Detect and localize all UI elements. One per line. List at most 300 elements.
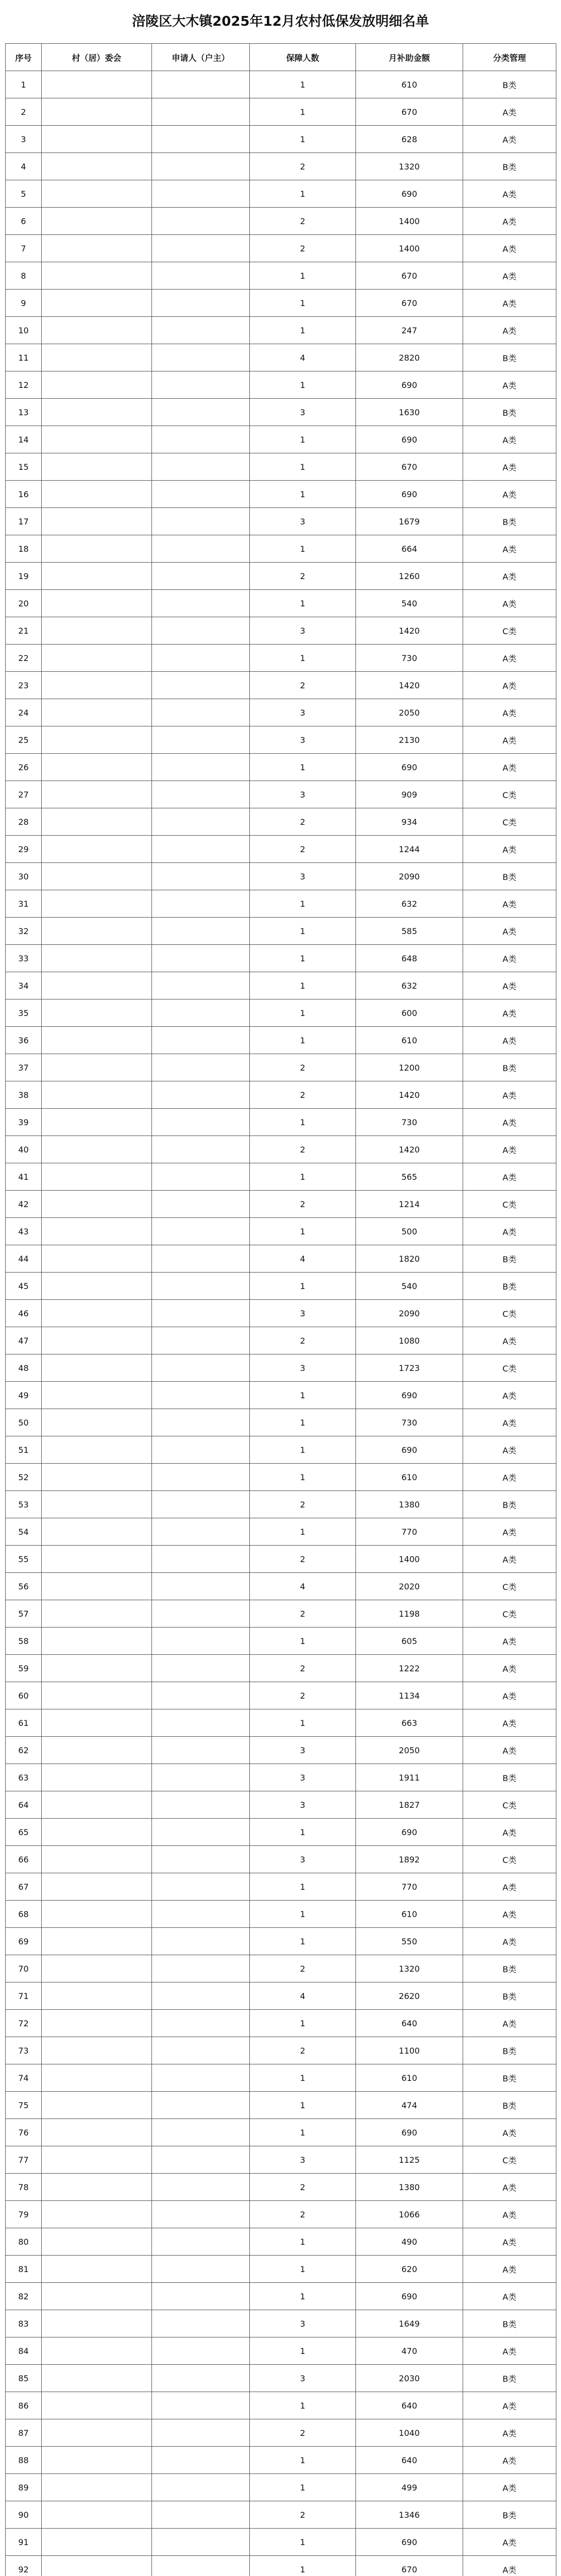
- cell-category: A类: [463, 1409, 556, 1436]
- cell-village: [42, 1136, 152, 1163]
- cell-village: [42, 2174, 152, 2201]
- table-row: [6, 1136, 556, 1163]
- cell-insured-count: 1: [250, 1218, 356, 1245]
- cell-insured-count: 2: [250, 1600, 356, 1628]
- cell-seq: 89: [6, 2474, 42, 2501]
- cell-applicant: [152, 1027, 250, 1054]
- table-row: [6, 1764, 556, 1791]
- cell-seq: 82: [6, 2283, 42, 2310]
- cell-monthly-amount: 640: [356, 2447, 463, 2474]
- cell-applicant: [152, 208, 250, 235]
- cell-monthly-amount: 1630: [356, 399, 463, 426]
- cell-insured-count: 1: [250, 2064, 356, 2092]
- cell-village: [42, 98, 152, 126]
- cell-category: C类: [463, 1300, 556, 1327]
- cell-village: [42, 1791, 152, 1819]
- cell-applicant: [152, 426, 250, 453]
- table-row: [6, 2283, 556, 2310]
- table-row: [6, 1982, 556, 2010]
- cell-monthly-amount: 1420: [356, 1081, 463, 1109]
- cell-seq: 17: [6, 508, 42, 535]
- cell-insured-count: 3: [250, 617, 356, 645]
- cell-village: [42, 208, 152, 235]
- cell-category: A类: [463, 535, 556, 563]
- cell-category: A类: [463, 590, 556, 617]
- cell-category: A类: [463, 453, 556, 481]
- cell-category: B类: [463, 1491, 556, 1518]
- cell-seq: 5: [6, 180, 42, 208]
- cell-category: C类: [463, 617, 556, 645]
- cell-monthly-amount: 1198: [356, 1600, 463, 1628]
- cell-category: A类: [463, 1737, 556, 1764]
- cell-applicant: [152, 918, 250, 945]
- table-row: [6, 2337, 556, 2365]
- cell-seq: 79: [6, 2201, 42, 2228]
- table-row: [6, 290, 556, 317]
- cell-applicant: [152, 999, 250, 1027]
- cell-applicant: [152, 344, 250, 371]
- cell-village: [42, 672, 152, 699]
- cell-applicant: [152, 1054, 250, 1081]
- cell-seq: 80: [6, 2228, 42, 2256]
- cell-applicant: [152, 481, 250, 508]
- cell-seq: 37: [6, 1054, 42, 1081]
- cell-seq: 56: [6, 1573, 42, 1600]
- cell-insured-count: 1: [250, 2447, 356, 2474]
- cell-applicant: [152, 1546, 250, 1573]
- cell-village: [42, 1709, 152, 1737]
- cell-monthly-amount: 1222: [356, 1655, 463, 1682]
- cell-seq: 81: [6, 2256, 42, 2283]
- cell-village: [42, 2283, 152, 2310]
- cell-monthly-amount: 690: [356, 1819, 463, 1846]
- cell-insured-count: 4: [250, 1573, 356, 1600]
- table-row: [6, 1491, 556, 1518]
- cell-village: [42, 126, 152, 153]
- table-row: [6, 863, 556, 890]
- cell-insured-count: 3: [250, 1300, 356, 1327]
- cell-insured-count: 3: [250, 399, 356, 426]
- cell-category: A类: [463, 890, 556, 918]
- cell-category: A类: [463, 1327, 556, 1354]
- cell-insured-count: 3: [250, 1846, 356, 1873]
- cell-insured-count: 3: [250, 1791, 356, 1819]
- cell-category: A类: [463, 1081, 556, 1109]
- cell-applicant: [152, 590, 250, 617]
- cell-seq: 92: [6, 2556, 42, 2576]
- cell-category: A类: [463, 1382, 556, 1409]
- header-applicant: 申请人（户主）: [152, 44, 250, 71]
- cell-insured-count: 2: [250, 2037, 356, 2064]
- table-row: [6, 645, 556, 672]
- cell-monthly-amount: 690: [356, 426, 463, 453]
- cell-monthly-amount: 610: [356, 71, 463, 98]
- cell-village: [42, 453, 152, 481]
- cell-village: [42, 1628, 152, 1655]
- cell-village: [42, 999, 152, 1027]
- cell-applicant: [152, 945, 250, 972]
- cell-village: [42, 1682, 152, 1709]
- cell-category: B类: [463, 71, 556, 98]
- cell-insured-count: 1: [250, 71, 356, 98]
- cell-village: [42, 2119, 152, 2146]
- cell-village: [42, 1737, 152, 1764]
- cell-seq: 87: [6, 2419, 42, 2447]
- cell-village: [42, 2365, 152, 2392]
- cell-insured-count: 2: [250, 2174, 356, 2201]
- cell-insured-count: 1: [250, 180, 356, 208]
- cell-seq: 25: [6, 726, 42, 754]
- cell-applicant: [152, 2174, 250, 2201]
- cell-applicant: [152, 71, 250, 98]
- cell-insured-count: 3: [250, 781, 356, 808]
- cell-monthly-amount: 2090: [356, 1300, 463, 1327]
- cell-category: A类: [463, 290, 556, 317]
- table-row: [6, 1436, 556, 1464]
- cell-applicant: [152, 1354, 250, 1382]
- cell-insured-count: 1: [250, 918, 356, 945]
- cell-applicant: [152, 535, 250, 563]
- cell-applicant: [152, 2064, 250, 2092]
- cell-monthly-amount: 600: [356, 999, 463, 1027]
- cell-category: A类: [463, 2556, 556, 2576]
- cell-monthly-amount: 670: [356, 2556, 463, 2576]
- cell-seq: 10: [6, 317, 42, 344]
- cell-category: A类: [463, 126, 556, 153]
- cell-insured-count: 4: [250, 1245, 356, 1273]
- cell-monthly-amount: 1100: [356, 2037, 463, 2064]
- cell-seq: 78: [6, 2174, 42, 2201]
- cell-monthly-amount: 934: [356, 808, 463, 836]
- cell-seq: 23: [6, 672, 42, 699]
- cell-monthly-amount: 1420: [356, 617, 463, 645]
- table-row: [6, 153, 556, 180]
- cell-category: A类: [463, 1682, 556, 1709]
- cell-category: A类: [463, 2529, 556, 2556]
- cell-applicant: [152, 1327, 250, 1354]
- cell-village: [42, 2256, 152, 2283]
- cell-insured-count: 3: [250, 863, 356, 890]
- table-row: [6, 2419, 556, 2447]
- header-insured-count: 保障人数: [250, 44, 356, 71]
- table-row: [6, 2119, 556, 2146]
- cell-monthly-amount: 540: [356, 590, 463, 617]
- cell-monthly-amount: 632: [356, 890, 463, 918]
- cell-applicant: [152, 1928, 250, 1955]
- cell-insured-count: 3: [250, 699, 356, 726]
- cell-village: [42, 863, 152, 890]
- cell-applicant: [152, 1382, 250, 1409]
- cell-insured-count: 4: [250, 344, 356, 371]
- table-row: [6, 945, 556, 972]
- cell-monthly-amount: 550: [356, 1928, 463, 1955]
- cell-village: [42, 836, 152, 863]
- cell-applicant: [152, 1873, 250, 1901]
- table-row: [6, 808, 556, 836]
- cell-seq: 9: [6, 290, 42, 317]
- table-row: [6, 1737, 556, 1764]
- table-row: [6, 1901, 556, 1928]
- cell-applicant: [152, 1819, 250, 1846]
- cell-seq: 62: [6, 1737, 42, 1764]
- cell-seq: 42: [6, 1191, 42, 1218]
- cell-category: A类: [463, 1436, 556, 1464]
- cell-insured-count: 1: [250, 1109, 356, 1136]
- cell-applicant: [152, 2501, 250, 2529]
- cell-village: [42, 535, 152, 563]
- table-row: [6, 1873, 556, 1901]
- cell-applicant: [152, 972, 250, 999]
- cell-category: B类: [463, 2365, 556, 2392]
- cell-village: [42, 563, 152, 590]
- cell-village: [42, 590, 152, 617]
- cell-applicant: [152, 262, 250, 290]
- cell-seq: 38: [6, 1081, 42, 1109]
- cell-category: C类: [463, 1600, 556, 1628]
- cell-category: B类: [463, 2037, 556, 2064]
- cell-applicant: [152, 672, 250, 699]
- cell-insured-count: 1: [250, 1436, 356, 1464]
- cell-village: [42, 481, 152, 508]
- cell-village: [42, 1819, 152, 1846]
- cell-applicant: [152, 645, 250, 672]
- cell-village: [42, 1573, 152, 1600]
- cell-seq: 67: [6, 1873, 42, 1901]
- cell-village: [42, 1955, 152, 1982]
- cell-applicant: [152, 2365, 250, 2392]
- cell-monthly-amount: 247: [356, 317, 463, 344]
- cell-insured-count: 2: [250, 153, 356, 180]
- cell-monthly-amount: 2050: [356, 1737, 463, 1764]
- cell-monthly-amount: 1827: [356, 1791, 463, 1819]
- cell-insured-count: 3: [250, 1737, 356, 1764]
- cell-applicant: [152, 2037, 250, 2064]
- cell-seq: 73: [6, 2037, 42, 2064]
- cell-monthly-amount: 628: [356, 126, 463, 153]
- cell-village: [42, 1245, 152, 1273]
- cell-category: A类: [463, 945, 556, 972]
- cell-category: B类: [463, 1982, 556, 2010]
- cell-monthly-amount: 663: [356, 1709, 463, 1737]
- cell-category: A类: [463, 208, 556, 235]
- cell-monthly-amount: 640: [356, 2010, 463, 2037]
- cell-applicant: [152, 1245, 250, 1273]
- cell-seq: 61: [6, 1709, 42, 1737]
- table-row: [6, 371, 556, 399]
- cell-applicant: [152, 1628, 250, 1655]
- cell-insured-count: 2: [250, 1655, 356, 1682]
- cell-monthly-amount: 1892: [356, 1846, 463, 1873]
- cell-insured-count: 1: [250, 999, 356, 1027]
- cell-category: B类: [463, 1955, 556, 1982]
- cell-seq: 14: [6, 426, 42, 453]
- cell-village: [42, 2447, 152, 2474]
- table-row: [6, 180, 556, 208]
- cell-village: [42, 1191, 152, 1218]
- table-row: [6, 890, 556, 918]
- cell-village: [42, 426, 152, 453]
- cell-monthly-amount: 2620: [356, 1982, 463, 2010]
- table-row: [6, 699, 556, 726]
- header-monthly-amount: 月补助金额: [356, 44, 463, 71]
- cell-category: C类: [463, 808, 556, 836]
- cell-insured-count: 2: [250, 1191, 356, 1218]
- cell-insured-count: 3: [250, 2146, 356, 2174]
- cell-seq: 20: [6, 590, 42, 617]
- cell-seq: 7: [6, 235, 42, 262]
- cell-category: B类: [463, 508, 556, 535]
- cell-applicant: [152, 1081, 250, 1109]
- cell-category: A类: [463, 1163, 556, 1191]
- cell-monthly-amount: 2820: [356, 344, 463, 371]
- cell-applicant: [152, 1682, 250, 1709]
- cell-applicant: [152, 1191, 250, 1218]
- cell-seq: 66: [6, 1846, 42, 1873]
- table-row: [6, 781, 556, 808]
- cell-applicant: [152, 2392, 250, 2419]
- cell-insured-count: 3: [250, 726, 356, 754]
- cell-village: [42, 153, 152, 180]
- cell-applicant: [152, 836, 250, 863]
- cell-category: C类: [463, 1846, 556, 1873]
- table-row: [6, 2501, 556, 2529]
- cell-village: [42, 235, 152, 262]
- cell-applicant: [152, 2119, 250, 2146]
- cell-monthly-amount: 1066: [356, 2201, 463, 2228]
- cell-insured-count: 2: [250, 235, 356, 262]
- table-row: [6, 426, 556, 453]
- table-row: [6, 508, 556, 535]
- cell-seq: 70: [6, 1955, 42, 1982]
- cell-insured-count: 1: [250, 2010, 356, 2037]
- table-row: [6, 235, 556, 262]
- cell-applicant: [152, 890, 250, 918]
- cell-monthly-amount: 610: [356, 2064, 463, 2092]
- table-row: [6, 2201, 556, 2228]
- cell-village: [42, 1382, 152, 1409]
- cell-applicant: [152, 1955, 250, 1982]
- cell-seq: 76: [6, 2119, 42, 2146]
- table-row: [6, 2010, 556, 2037]
- cell-applicant: [152, 781, 250, 808]
- cell-category: A类: [463, 999, 556, 1027]
- cell-applicant: [152, 726, 250, 754]
- cell-monthly-amount: 670: [356, 290, 463, 317]
- cell-monthly-amount: 474: [356, 2092, 463, 2119]
- cell-category: A类: [463, 645, 556, 672]
- cell-insured-count: 3: [250, 1354, 356, 1382]
- cell-village: [42, 1327, 152, 1354]
- cell-monthly-amount: 490: [356, 2228, 463, 2256]
- cell-monthly-amount: 690: [356, 180, 463, 208]
- cell-seq: 63: [6, 1764, 42, 1791]
- cell-seq: 26: [6, 754, 42, 781]
- table-row: [6, 453, 556, 481]
- cell-insured-count: 1: [250, 1518, 356, 1546]
- table-row: [6, 2556, 556, 2576]
- cell-applicant: [152, 2201, 250, 2228]
- table-row: [6, 918, 556, 945]
- cell-seq: 2: [6, 98, 42, 126]
- cell-category: B类: [463, 2310, 556, 2337]
- cell-category: A类: [463, 2119, 556, 2146]
- cell-village: [42, 2419, 152, 2447]
- table-row: [6, 2447, 556, 2474]
- cell-applicant: [152, 617, 250, 645]
- cell-village: [42, 1354, 152, 1382]
- cell-insured-count: 1: [250, 98, 356, 126]
- cell-category: A类: [463, 1546, 556, 1573]
- cell-category: A类: [463, 972, 556, 999]
- cell-applicant: [152, 98, 250, 126]
- cell-village: [42, 2092, 152, 2119]
- cell-insured-count: 1: [250, 1628, 356, 1655]
- cell-village: [42, 1436, 152, 1464]
- cell-insured-count: 1: [250, 2337, 356, 2365]
- cell-insured-count: 2: [250, 1327, 356, 1354]
- table-row: [6, 71, 556, 98]
- cell-seq: 30: [6, 863, 42, 890]
- table-row: [6, 1928, 556, 1955]
- cell-category: A类: [463, 1709, 556, 1737]
- cell-village: [42, 2010, 152, 2037]
- cell-category: A类: [463, 836, 556, 863]
- cell-village: [42, 699, 152, 726]
- cell-monthly-amount: 1320: [356, 153, 463, 180]
- cell-monthly-amount: 610: [356, 1464, 463, 1491]
- cell-category: B类: [463, 1245, 556, 1273]
- cell-monthly-amount: 499: [356, 2474, 463, 2501]
- cell-monthly-amount: 690: [356, 2283, 463, 2310]
- cell-seq: 44: [6, 1245, 42, 1273]
- cell-insured-count: 1: [250, 2556, 356, 2576]
- cell-monthly-amount: 1420: [356, 672, 463, 699]
- table-row: [6, 2474, 556, 2501]
- cell-category: C类: [463, 781, 556, 808]
- cell-insured-count: 1: [250, 2092, 356, 2119]
- cell-monthly-amount: 1679: [356, 508, 463, 535]
- table-row: [6, 1354, 556, 1382]
- cell-seq: 34: [6, 972, 42, 999]
- cell-seq: 75: [6, 2092, 42, 2119]
- cell-village: [42, 2556, 152, 2576]
- cell-monthly-amount: 730: [356, 1409, 463, 1436]
- cell-village: [42, 2501, 152, 2529]
- cell-village: [42, 2037, 152, 2064]
- cell-insured-count: 1: [250, 945, 356, 972]
- cell-seq: 31: [6, 890, 42, 918]
- cell-village: [42, 2064, 152, 2092]
- cell-village: [42, 972, 152, 999]
- cell-insured-count: 2: [250, 208, 356, 235]
- cell-applicant: [152, 699, 250, 726]
- cell-monthly-amount: 730: [356, 1109, 463, 1136]
- cell-monthly-amount: 770: [356, 1518, 463, 1546]
- cell-insured-count: 3: [250, 2365, 356, 2392]
- cell-village: [42, 371, 152, 399]
- cell-village: [42, 754, 152, 781]
- cell-applicant: [152, 508, 250, 535]
- cell-village: [42, 945, 152, 972]
- cell-seq: 3: [6, 126, 42, 153]
- cell-monthly-amount: 1400: [356, 208, 463, 235]
- table-row: [6, 1327, 556, 1354]
- cell-applicant: [152, 1491, 250, 1518]
- cell-applicant: [152, 1163, 250, 1191]
- cell-seq: 4: [6, 153, 42, 180]
- cell-insured-count: 1: [250, 453, 356, 481]
- header-seq: 序号: [6, 44, 42, 71]
